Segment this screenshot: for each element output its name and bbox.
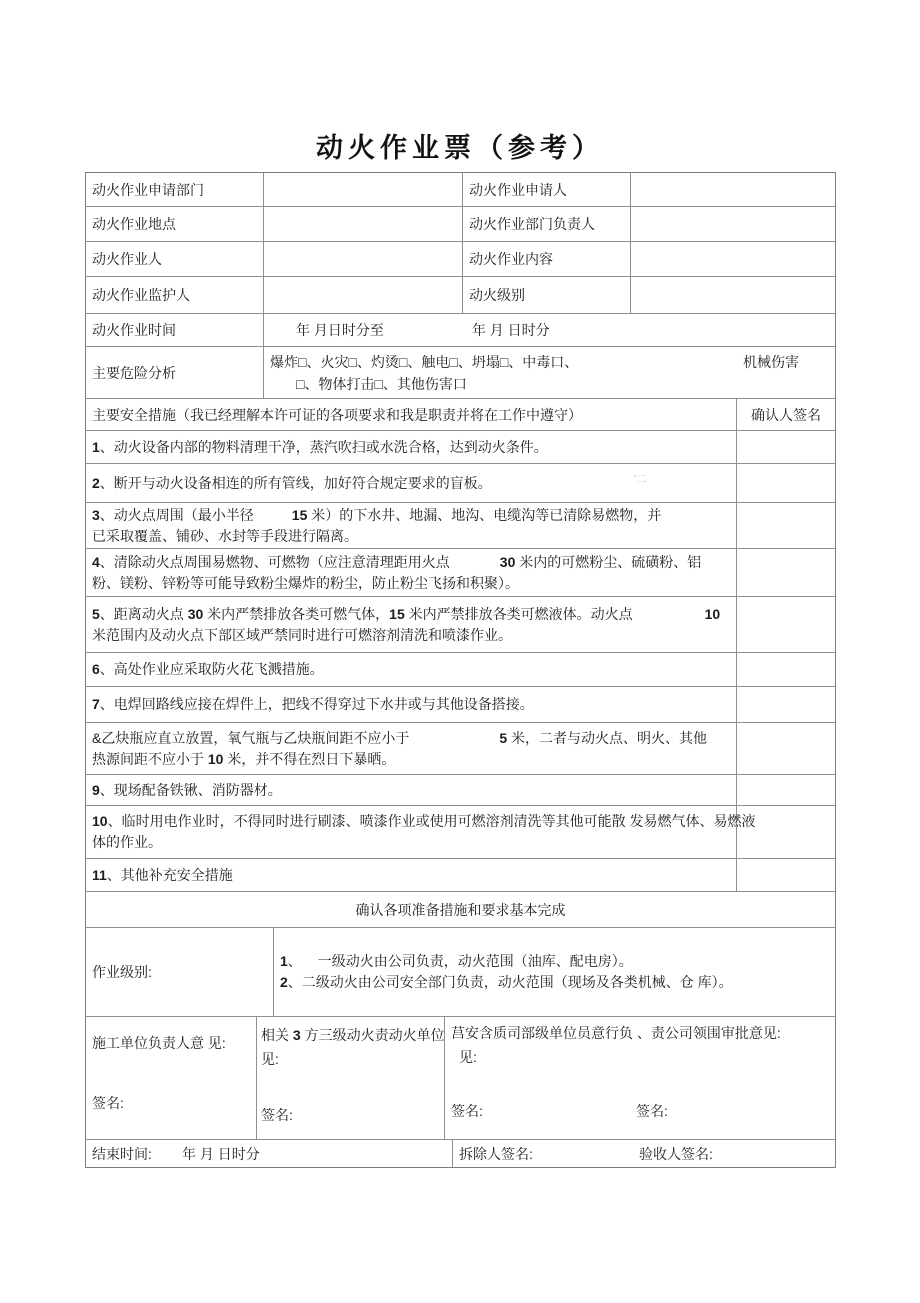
label-fire-level: 动火级别 [463,277,631,313]
confirm-cell-1 [737,431,835,463]
confirm-cell-5 [737,597,835,652]
value-work-location [264,207,463,241]
acceptor-signature-label: 验收人签名: [639,1145,713,1162]
third-party-opinion-cell [257,1017,445,1139]
label-worker: 动火作业人 [86,242,264,276]
confirm-cell-11 [737,859,835,891]
hazard-checkboxes: 爆炸□、火灾□、灼烫□、触电□、坍塌□、中毒口、 [270,353,579,370]
dismantler-signature-label: 拆除人签名: [459,1145,533,1162]
company-approval-line2: 见: [459,1049,477,1065]
company-signature-label-b: 签名: [636,1103,668,1119]
measure-row-8 [86,723,835,775]
constructor-opinion-cell [86,1017,257,1139]
label-work-level: 作业级别: [86,928,274,1016]
work-level-row [86,928,835,1017]
confirm-cell-8 [737,723,835,774]
end-time-label: 结束时间: [92,1145,152,1162]
measure-11-text: 11、其他补充安全措施 [86,859,737,891]
measure-row-9 [86,775,835,806]
info-row-1 [86,173,835,207]
label-hazard-analysis: 主要危险分析 [86,347,264,398]
hazard-line-2: □、物体打击□、其他伤害口 [296,375,467,392]
value-apply-department [264,173,463,206]
label-work-content: 动火作业内容 [463,242,631,276]
confirm-cell-3 [737,503,835,548]
measures-header-row [86,399,835,431]
confirm-cell-6 [737,653,835,686]
third-party-opinion-label: 相关 3 方三级动火责动火单位 [261,1027,445,1043]
measure-4-text: 4、清除动火点周围易燃物、可燃物（应注意清理距用火点 30 米内的可燃粉尘、硫磺粉、铝 粉、镁粉、锌粉等可能导致粉尘爆炸的粉尘，防止粉尘飞扬和积聚）。 [86,549,737,596]
label-applicant: 动火作业申请人 [463,173,631,206]
work-time-placeholders: 年 月日时分至 年 月 日时分 [296,321,550,338]
measure-row-11 [86,859,835,892]
measure-3-text: 3、动火点周围（最小半径 15 米）的下水井、地漏、地沟、电缆沟等已清除易燃物，并 已采取覆盖、铺砂、水封等手段进行隔离。 [86,503,737,548]
company-signatures-line [451,1101,829,1121]
measure-10-text: 10、临时用电作业时，不得同时进行刷漆、喷漆作业或使用可燃溶剂清洗等其他可能散 发易燃气体、易燃液 体的作业。 [86,806,737,858]
third-party-signature-label: 签名: [261,1107,293,1123]
info-row-2 [86,207,835,242]
confirm-banner: 确认各项准备措施和要求基本完成 [355,901,566,918]
measure-9-text: 9、现场配备铁锹、消防器材。 [86,775,737,805]
constructor-opinion-label: 施工单位负责人意 见: [92,1035,226,1051]
third-party-opinion-line2: 见: [261,1051,279,1067]
label-work-time: 动火作业时间 [86,314,264,346]
hazard-options-cell [264,347,835,398]
measure-row-7 [86,687,835,723]
value-department-head [631,207,835,241]
company-approval-label: 莒安含质司部级单位员意行负 、责公司领围审批意见: [451,1025,781,1041]
value-work-content [631,242,835,276]
dismantle-accept-cell [453,1140,835,1167]
confirm-cell-7 [737,687,835,722]
info-row-4 [86,277,835,314]
permit-table [85,172,836,1168]
measure-row-4 [86,549,835,597]
work-time-row [86,314,835,347]
measure-5-text: 5、距离动火点 30 米内严禁排放各类可燃气体，15 米内严禁排放各类可燃液体。动火点 10 米范围内及动火点下部区域严禁同时进行可燃溶剂清洗和喷漆作业。 [86,597,737,652]
company-signature-label-a: 签名: [451,1103,483,1119]
value-fire-level [631,277,835,313]
measure-6-text: 6、高处作业应采取防火花飞溅措施。 [86,653,737,686]
hazard-mechanical-injury: 机械伤害 [743,353,799,370]
label-department-head: 动火作业部门负责人 [463,207,631,241]
end-time-placeholder: 年 月 日时分 [182,1145,260,1162]
value-applicant [631,173,835,206]
value-worker [264,242,463,276]
label-supervisor: 动火作业监护人 [86,277,264,313]
measure-row-1 [86,431,835,464]
hazard-analysis-row [86,347,835,399]
company-approval-cell [445,1017,835,1139]
constructor-signature-label: 签名: [92,1095,124,1111]
end-time-row [86,1140,835,1167]
signature-row [86,1017,835,1140]
measure-row-3 [86,503,835,549]
label-apply-department: 动火作业申请部门 [86,173,264,206]
document-title: 动火作业票（参考） [316,133,604,163]
measure-row-2 [86,464,835,503]
info-row-3 [86,242,835,277]
value-supervisor [264,277,463,313]
hazard-line-1 [270,351,829,373]
label-work-location: 动火作业地点 [86,207,264,241]
work-level-content: 1、 一级动火由公司负责，动火范围（油库、配电房）。 2、二级动火由公司安全部门负责，动火范围（现场及各类机械、仓 库）。 [280,953,733,990]
confirm-cell-2 [737,464,835,502]
value-work-time [264,314,835,346]
measure-7-text: 7、电焊回路线应接在焊件上，把线不得穿过下水井或与其他设备搭接。 [86,687,737,722]
measure-row-5 [86,597,835,653]
measure-row-10 [86,806,835,859]
confirm-cell-9 [737,775,835,805]
measures-header-label: 主要安全措施（我已经理解本许可证的各项要求和我是职责并将在工作中遵守） [86,399,737,430]
measure-2-text: 2、断开与动火设备相连的所有管线，加好符合规定要求的盲板。 '二 [86,464,737,502]
confirm-signature-header: 确认人签名 [751,406,821,423]
measure-row-6 [86,653,835,687]
end-time-cell [86,1140,453,1167]
measure-8-text: &乙炔瓶应直立放置，氧气瓶与乙炔瓶间距不应小于 5 米，二者与动火点、明火、其他 热源间距不应小于 10 米，并不得在烈日下暴晒。 [86,723,737,774]
scan-artifact: '二 [634,474,648,485]
measure-1-text: 1、动火设备内部的物料清理干净，蒸汽吹扫或水洗合格，达到动火条件。 [86,431,737,463]
confirm-banner-row [86,892,835,928]
confirm-cell-4 [737,549,835,596]
